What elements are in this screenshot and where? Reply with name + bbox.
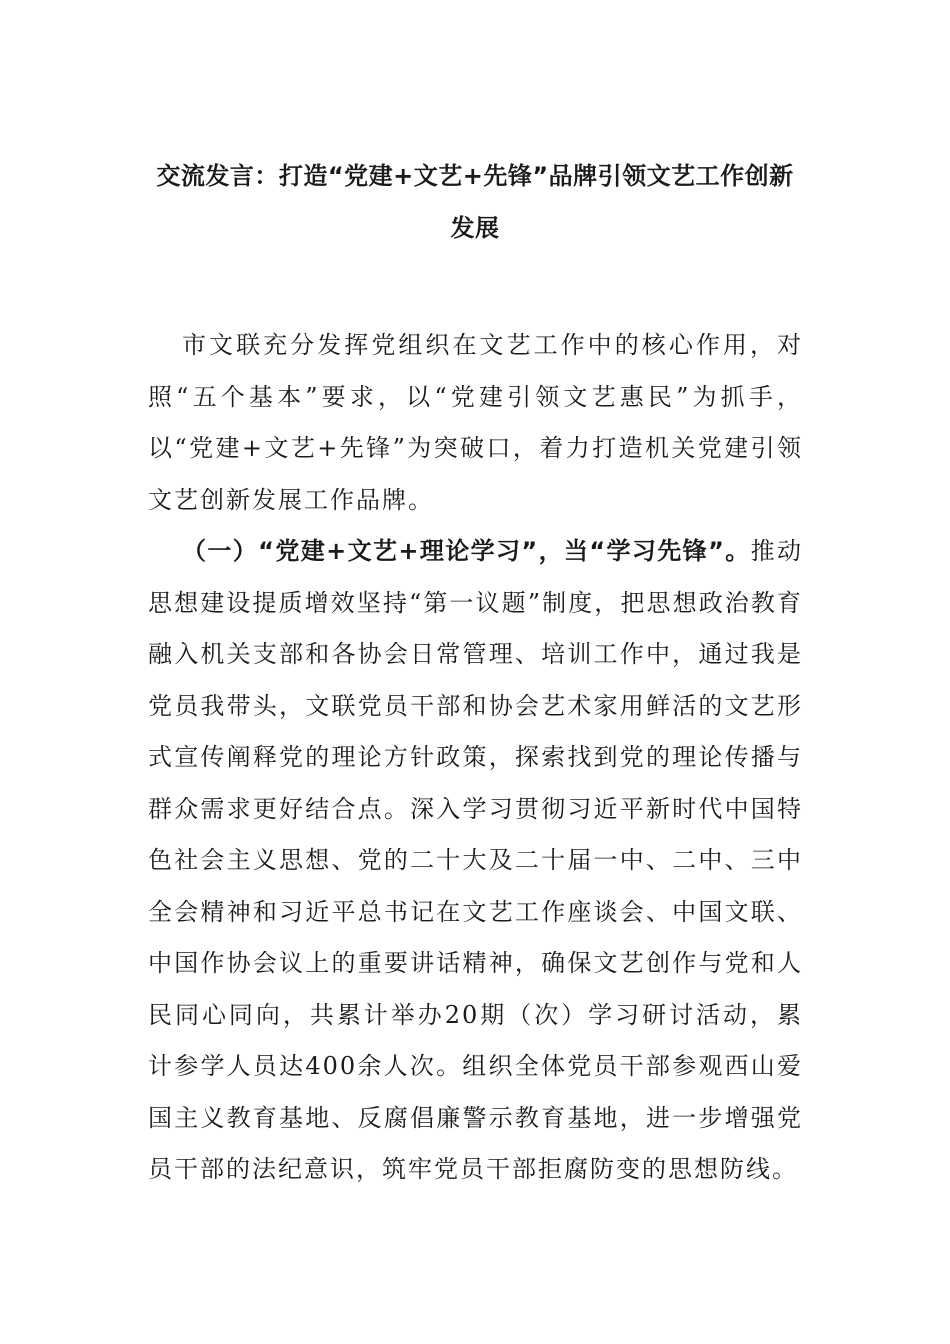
section-one-paragraph [148, 526, 803, 1196]
intro-paragraph: 市文联充分发挥党组织在文艺工作中的核心作用，对照“五个基本”要求，以“党建引领文艺惠民”为抓手，以“党建+文艺+先锋”为突破口，着力打造机关党建引领文艺创新发展工作品牌。 [148, 331, 803, 514]
section-one-heading: （一）“党建+文艺+理论学习”，当“学习先锋”。 [182, 537, 751, 565]
document-title: 交流发言：打造“党建+文艺+先锋”品牌引领文艺工作创新发展 [156, 162, 794, 242]
section-one-body: 推动思想建设提质增效坚持“第一议题”制度，把思想政治教育融入机关支部和各协会日常管理、培训工作中，通过我是党员我带头，文联党员干部和协会艺术家用鲜活的文艺形式宣传阐释党的理论方针政策，探索找到党的理论传播与群众需求更好结合点。深入学习贯彻习近平新时代中国特色社会主义思想、党的二十大及二十届一中、二中、三中全会精神和习近平总书记在文艺工作座谈会、中国文联、中国作协会议上的重要讲话精神，确保文艺创作与党和人民同心同向，共累计举办20期（次）学习研讨活动，累计参学人员达400余人次。组织全体党员干部参观西山爱国主义教育基地、反腐倡廉警示教育基地，进一步增强党员干部的法纪意识，筑牢党员干部拒腐防变的思想防线。 [148, 537, 804, 1183]
